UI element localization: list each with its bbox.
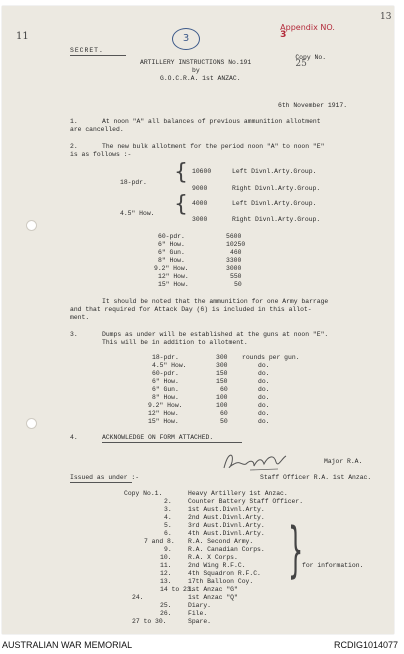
dist-copy: 13.	[160, 578, 172, 585]
dist-copy: 9.	[164, 546, 172, 553]
dump-unit: do.	[258, 378, 270, 385]
circled-number: 3	[172, 28, 200, 50]
dist-copy: 24.	[132, 594, 144, 601]
para-4-text: ACKNOWLEDGE ON FORM ATTACHED.	[102, 434, 214, 441]
para-4-number: 4.	[70, 434, 78, 441]
dist-copy: Copy No.1.	[124, 490, 163, 497]
secret-underline	[70, 55, 126, 56]
dump-gun: 15" How.	[148, 418, 179, 425]
dist-copy: 2.	[164, 498, 172, 505]
dump-unit: rounds per gun.	[242, 354, 300, 361]
title-line-2: by	[192, 67, 200, 74]
dump-unit: do.	[258, 402, 270, 409]
dist-recipient: 3rd Aust.Divnl.Arty.	[188, 522, 265, 529]
dist-recipient: 17th Balloon Coy.	[188, 578, 254, 585]
para-2-note-2: and that required for Attack Day (6) is included in this allot-	[70, 306, 312, 313]
heavy-amount: 550	[230, 273, 242, 280]
dump-unit: do.	[258, 362, 270, 369]
allot-amount: 10600	[192, 168, 212, 175]
para-4-underline	[102, 442, 242, 443]
handwritten-signature	[220, 446, 290, 476]
copy-text: Copy No.	[295, 54, 327, 61]
dist-copy: 4.	[164, 514, 172, 521]
dist-recipient: 2nd Wing R.F.C.	[188, 562, 246, 569]
appendix-label	[270, 17, 335, 46]
para-1-number: 1.	[70, 118, 78, 125]
dump-amount: 50	[220, 418, 228, 425]
para-2-line-2: is as follows :-	[70, 151, 132, 158]
punch-hole	[26, 220, 37, 231]
dump-amount: 150	[216, 370, 228, 377]
dump-unit: do.	[258, 386, 270, 393]
footer-source: AUSTRALIAN WAR MEMORIAL	[2, 640, 133, 650]
dist-copy: 3.	[164, 506, 172, 513]
allot-group: Right Divnl.Arty.Group.	[232, 216, 321, 223]
dist-recipient: R.A. Canadian Corps.	[188, 546, 265, 553]
para-3-line-2: This will be in addition to allotment.	[102, 339, 248, 346]
footer-id: RCDIG1014077	[333, 640, 398, 650]
gun-18pdr: 18-pdr.	[120, 179, 147, 186]
dist-copy: 26.	[160, 610, 172, 617]
dist-recipient: Counter Battery Staff Officer.	[188, 498, 304, 505]
document-page	[2, 6, 394, 634]
dist-copy: 7 and 8.	[144, 538, 175, 545]
para-1-line-2: are cancelled.	[70, 126, 124, 133]
dump-unit: do.	[258, 394, 270, 401]
para-3-line-1: Dumps as under will be established at the guns at noon "E".	[102, 331, 329, 338]
distribution-heading: Issued as under :-	[70, 474, 140, 481]
dist-recipient: 1st Anzac "G"	[188, 586, 238, 593]
heavy-gun: 12" How.	[158, 273, 189, 280]
margin-number: 11	[16, 31, 29, 42]
dist-recipient: R.A. X Corps.	[188, 554, 238, 561]
dist-recipient: 1st Aust.Divnl.Arty.	[188, 506, 265, 513]
dump-amount: 60	[220, 386, 228, 393]
page-number: 13	[380, 12, 392, 22]
para-1-line-1: At noon "A" all balances of previous ammunition allotment	[102, 118, 321, 125]
title-line-3: G.O.C.R.A. 1st ANZAC.	[160, 75, 241, 82]
distribution-underline	[70, 482, 132, 483]
dist-copy: 25.	[160, 602, 172, 609]
dump-unit: do.	[258, 410, 270, 417]
dump-amount: 60	[220, 410, 228, 417]
punch-hole	[26, 418, 37, 429]
allot-group: Left Divnl.Arty.Group.	[232, 200, 317, 207]
appendix-number: 3	[280, 30, 287, 40]
dump-amount: 300	[216, 354, 228, 361]
para-2-note-3: ment.	[70, 314, 90, 321]
allot-amount: 3000	[192, 216, 208, 223]
appendix-text: Appendix NO.	[280, 23, 335, 32]
brace: {	[174, 160, 188, 185]
signature-title: Staff Officer R.A. 1st Anzac.	[260, 474, 372, 481]
dist-recipient: 4th Squadron R.F.C.	[188, 570, 261, 577]
dump-gun: 12" How.	[148, 410, 179, 417]
dist-recipient: 4th Aust.Divnl.Arty.	[188, 530, 265, 537]
copy-number: 25	[295, 59, 307, 69]
gun-45-how: 4.5" How.	[120, 210, 155, 217]
dump-gun: 18-pdr.	[152, 354, 179, 361]
para-2-note-1: It should be noted that the ammunition for one Army barrage	[102, 298, 329, 305]
heavy-amount: 3000	[226, 265, 242, 272]
heavy-amount: 3300	[226, 257, 242, 264]
secret-label: SECRET.	[70, 47, 104, 54]
dump-amount: 100	[216, 394, 228, 401]
heavy-gun: 6" How.	[158, 241, 185, 248]
heavy-gun: 6" Gun.	[158, 249, 185, 256]
dist-recipient: File.	[188, 610, 208, 617]
document-date: 6th November 1917.	[278, 102, 348, 109]
heavy-amount: 5600	[226, 233, 242, 240]
info-brace: }	[288, 515, 304, 585]
dist-copy: 27 to 30.	[132, 618, 167, 625]
dump-unit: do.	[258, 370, 270, 377]
para-2-line-1: The new bulk allotment for the period noon "A" to noon "E"	[102, 143, 325, 150]
heavy-gun: 9.2" How.	[154, 265, 189, 272]
allot-group: Right Divnl.Arty.Group.	[232, 185, 321, 192]
dump-gun: 4.5" How.	[152, 362, 187, 369]
dist-copy: 12.	[160, 570, 172, 577]
dump-amount: 100	[216, 402, 228, 409]
dist-copy: 10.	[160, 554, 172, 561]
copy-label	[280, 47, 326, 75]
dist-recipient: Spare.	[188, 618, 212, 625]
para-2-number: 2.	[70, 143, 78, 150]
signature-rank: Major R.A.	[324, 458, 363, 465]
dump-gun: 6" How.	[152, 378, 179, 385]
heavy-amount: 10250	[226, 241, 246, 248]
dist-recipient: 1st Anzac "Q"	[188, 594, 238, 601]
heavy-amount: 50	[234, 281, 242, 288]
dump-gun: 60-pdr.	[152, 370, 179, 377]
heavy-amount: 460	[230, 249, 242, 256]
heavy-gun: 8" How.	[158, 257, 185, 264]
dump-amount: 300	[216, 362, 228, 369]
heavy-gun: 15" How.	[158, 281, 189, 288]
dump-gun: 8" How.	[152, 394, 179, 401]
dist-recipient: 2nd Aust.Divnl.Arty.	[188, 514, 265, 521]
heavy-gun: 60-pdr.	[158, 233, 185, 240]
dump-gun: 6" Gun.	[152, 386, 179, 393]
dist-recipient: Diary.	[188, 602, 212, 609]
dump-unit: do.	[258, 418, 270, 425]
dist-recipient: R.A. Second Army.	[188, 538, 254, 545]
dist-recipient: Heavy Artillery 1st Anzac.	[188, 490, 288, 497]
allot-amount: 4000	[192, 200, 208, 207]
para-3-number: 3.	[70, 331, 78, 338]
allot-amount: 9000	[192, 185, 208, 192]
dump-amount: 150	[216, 378, 228, 385]
title-line-1: ARTILLERY INSTRUCTIONS No.191	[140, 59, 252, 66]
dist-copy: 14 to 23.	[160, 586, 195, 593]
allot-group: Left Divnl.Arty.Group.	[232, 168, 317, 175]
info-note: for information.	[302, 562, 364, 569]
dist-copy: 5.	[164, 522, 172, 529]
brace: {	[174, 192, 188, 217]
dist-copy: 6.	[164, 530, 172, 537]
dist-copy: 11.	[160, 562, 172, 569]
dump-gun: 9.2" How.	[148, 402, 183, 409]
